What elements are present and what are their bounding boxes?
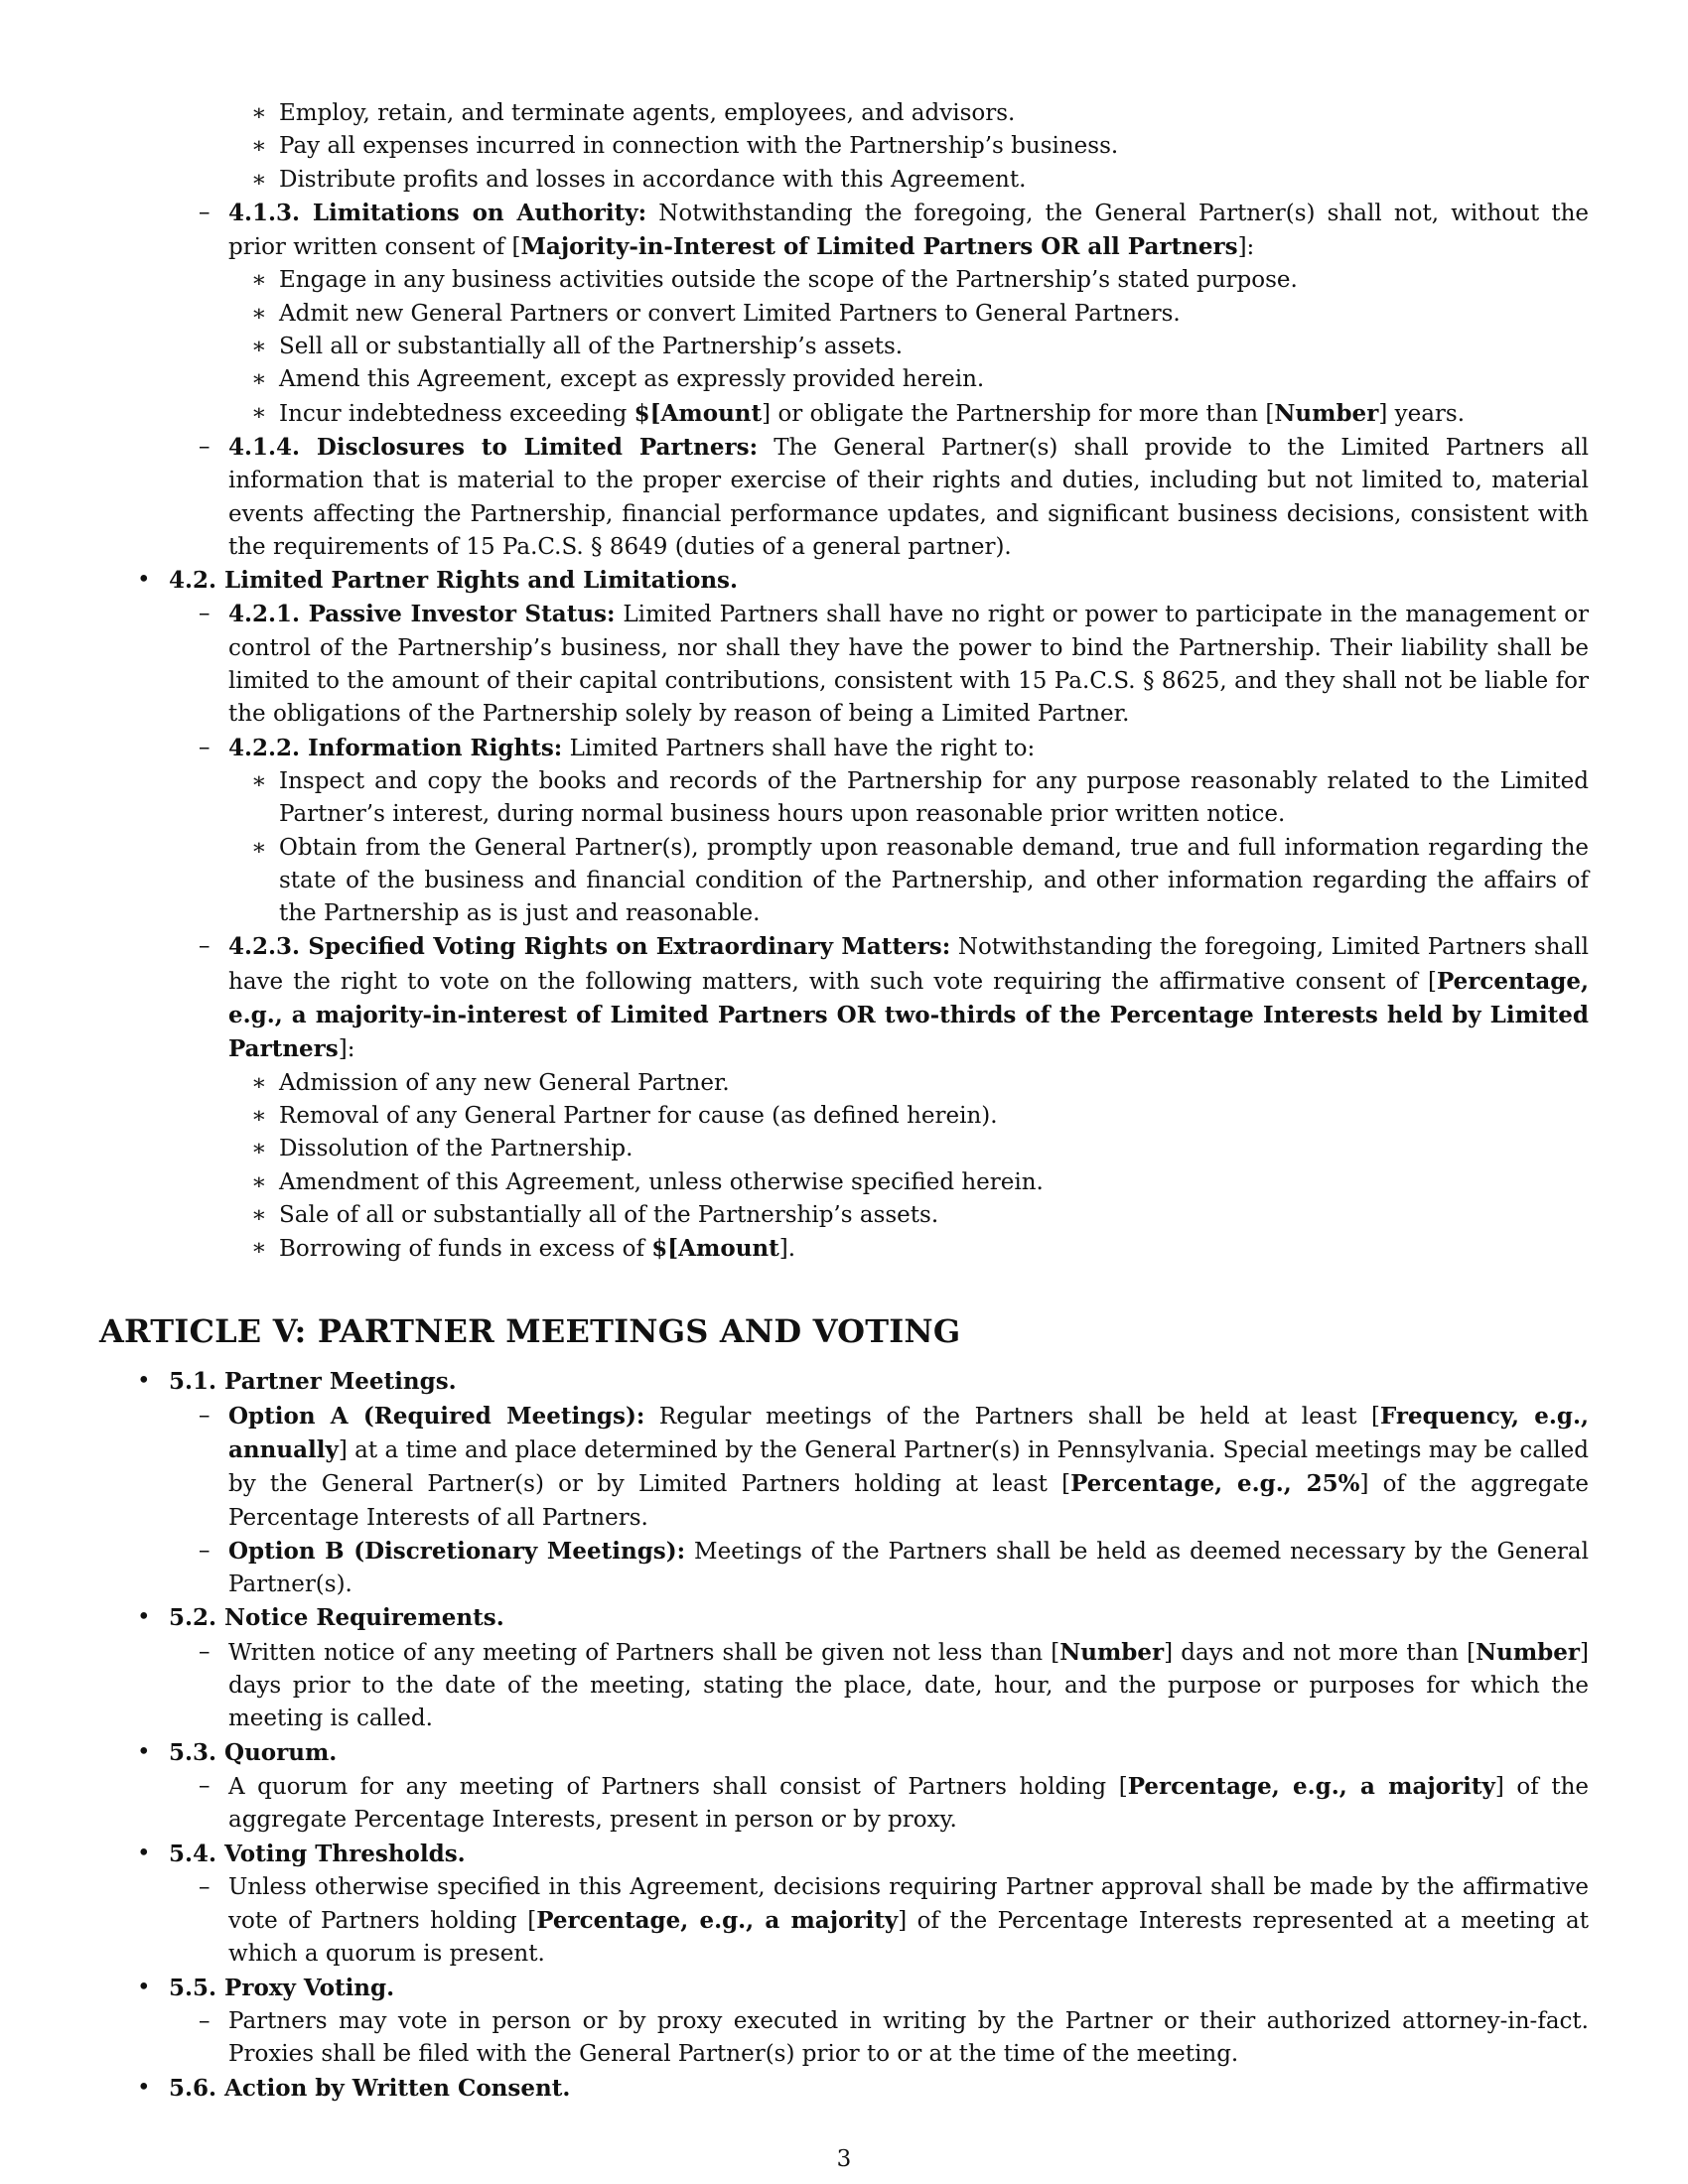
bullet-icon: • xyxy=(137,1974,151,2000)
bold-text: 5.6. Action by Written Consent. xyxy=(169,2074,571,2102)
subsection-item xyxy=(199,431,1589,564)
bold-text: 4.2.3. Specified Voting Rights on Extraordinary Matters: xyxy=(228,933,951,961)
body-text: Partners may vote in person or by proxy executed in writing by the Partner or their authorized attorney-in-fact. Proxies shall be filed with the General Partner(s) prior to or at the time of the meeting. xyxy=(228,2008,1589,2068)
body-text: Engage in any business activities outside the scope of the Partnership’s stated purpose. xyxy=(279,267,1298,294)
bullet-icon: • xyxy=(137,567,151,594)
subsection-item xyxy=(199,1636,1589,1736)
list-item xyxy=(251,1133,1589,1165)
body-text: Unless otherwise specified in this Agreement, decisions requiring Partner approval shall be made by the affirmative vote of Partners holding [ xyxy=(228,1873,1589,1935)
bold-text: Option B (Discretionary Meetings): xyxy=(228,1537,686,1565)
body-text: Employ, retain, and terminate agents, employees, and advisors. xyxy=(279,100,1016,126)
body-text: Notwithstanding the foregoing, Limited Partners shall have the right to vote on the following matters, with such vote requiring the affirmative consent of [ xyxy=(228,934,1589,995)
asterisk-icon: ∗ xyxy=(251,267,267,294)
dash-icon: – xyxy=(199,1873,211,1900)
body-text: ] days prior to the date of the meeting, stating the place, date, hour, and the purpose or purposes for which the meeting is called. xyxy=(228,1639,1589,1732)
subsection-item xyxy=(199,1770,1589,1838)
dash-icon: – xyxy=(199,933,211,960)
bold-text: 5.5. Proxy Voting. xyxy=(169,1974,395,2001)
bold-text: 4.2.2. Information Rights: xyxy=(228,734,563,761)
bold-text: Percentage, e.g., a majority xyxy=(1127,1772,1495,1800)
body-text: Amend this Agreement, except as expressly provided herein. xyxy=(279,366,985,393)
bold-text: Frequency, e.g., annually xyxy=(228,1402,1589,1463)
dash-icon: – xyxy=(199,433,211,460)
bold-text: Percentage, e.g., a majority-in-interest of Limited Partners OR two-thirds of the Percentage Interests held by Limited Partners xyxy=(228,967,1589,1063)
bold-text: 5.4. Voting Thresholds. xyxy=(169,1840,466,1867)
asterisk-icon: ∗ xyxy=(251,166,267,193)
body-text: Dissolution of the Partnership. xyxy=(279,1136,633,1162)
body-text: Limited Partners shall have the right to: xyxy=(562,735,1036,761)
body-text: Borrowing of funds in excess of xyxy=(279,1236,652,1263)
bold-text: $[Amount xyxy=(633,399,763,427)
list-item xyxy=(251,97,1589,130)
list-item xyxy=(251,397,1589,431)
document-body xyxy=(99,97,1589,2106)
subsection-item xyxy=(199,732,1589,765)
bold-text: Percentage, e.g., a majority xyxy=(536,1907,899,1935)
asterisk-icon: ∗ xyxy=(251,1201,267,1228)
section-item xyxy=(137,2072,1589,2106)
list-item xyxy=(251,1232,1589,1266)
body-text: Admission of any new General Partner. xyxy=(279,1069,730,1096)
bold-text: 5.3. Quorum. xyxy=(169,1738,338,1766)
body-text: ] of the aggregate Percentage Interests of all Partners. xyxy=(228,1471,1590,1531)
bullet-icon: • xyxy=(137,1738,151,1765)
bold-text: 4.2.1. Passive Investor Status: xyxy=(228,601,616,628)
asterisk-icon: ∗ xyxy=(251,767,267,794)
body-text: Inspect and copy the books and records of the Partnership for any purpose reasonably related to the Limited Partner’s interest, during normal business hours upon reasonable prior written notice. xyxy=(279,767,1589,828)
subsection-item xyxy=(199,1400,1590,1535)
article-heading: ARTICLE V: PARTNER MEETINGS AND VOTING xyxy=(99,1312,961,1351)
asterisk-icon: ∗ xyxy=(251,1136,267,1162)
body-text: Sale of all or substantially all of the Partnership’s assets. xyxy=(279,1201,939,1228)
body-text: Meetings of the Partners shall be held as deemed necessary by the General Partner(s). xyxy=(228,1538,1589,1598)
asterisk-icon: ∗ xyxy=(251,334,267,360)
body-text: Admit new General Partners or convert Limited Partners to General Partners. xyxy=(279,300,1181,327)
section-item xyxy=(137,564,1589,598)
asterisk-icon: ∗ xyxy=(251,1168,267,1195)
bold-text: Majority-in-Interest of Limited Partners OR all Partners xyxy=(520,233,1238,261)
section-item xyxy=(137,1972,1589,2005)
asterisk-icon: ∗ xyxy=(251,1235,267,1262)
body-text: ] years. xyxy=(1378,400,1466,427)
asterisk-icon: ∗ xyxy=(251,300,267,327)
dash-icon: – xyxy=(199,734,211,760)
body-text: Limited Partners shall have no right or power to participate in the management or control of the Partnership’s business, nor shall they have the power to bind the Partnership. Their liability shall be limited to the amount of their capital contributions, consistent with 15 Pa.C.S. § 8625, and they shall not be liable for the obligations of the Partnership solely by reason of being a Limited Partner. xyxy=(228,602,1589,728)
body-text: ] of the Percentage Interests represented at a meeting at which a quorum is present. xyxy=(228,1908,1589,1968)
body-text: ] of the aggregate Percentage Interests, present in person or by proxy. xyxy=(228,1773,1589,1834)
dash-icon: – xyxy=(199,2008,211,2035)
body-text: A quorum for any meeting of Partners shall consist of Partners holding [ xyxy=(228,1773,1128,1800)
bold-text: 4.1.4. Disclosures to Limited Partners: xyxy=(228,433,759,461)
list-item xyxy=(251,331,1589,363)
body-text: Amendment of this Agreement, unless otherwise specified herein. xyxy=(279,1168,1044,1195)
dash-icon: – xyxy=(199,199,211,225)
body-text: ]. xyxy=(778,1236,796,1263)
bold-text: Option A (Required Meetings): xyxy=(228,1402,645,1430)
list-item xyxy=(251,832,1589,931)
asterisk-icon: ∗ xyxy=(251,1069,267,1096)
body-text: Pay all expenses incurred in connection with the Partnership’s business. xyxy=(279,133,1119,160)
list-item xyxy=(251,130,1589,163)
asterisk-icon: ∗ xyxy=(251,399,267,426)
list-item xyxy=(251,164,1589,197)
body-text: ] days and not more than [ xyxy=(1164,1639,1477,1666)
body-text: The General Partner(s) shall provide to the Limited Partners all information that is material to the proper exercise of their rights and duties, including but not limited to, material events affecting the Partnership, financial performance updates, and significant business decisions, consistent with the requirements of 15 Pa.C.S. § 8649 (duties of a general partner). xyxy=(228,434,1589,560)
body-text: Notwithstanding the foregoing, the General Partner(s) shall not, without the prior written consent of [ xyxy=(228,200,1589,261)
section-item xyxy=(137,1601,1589,1635)
asterisk-icon: ∗ xyxy=(251,366,267,393)
bullet-icon: • xyxy=(137,1368,151,1395)
dash-icon: – xyxy=(199,1638,211,1665)
list-item xyxy=(251,1067,1589,1100)
subsection-item xyxy=(199,930,1589,1066)
dash-icon: – xyxy=(199,1772,211,1799)
subsection-item xyxy=(199,598,1589,731)
asterisk-icon: ∗ xyxy=(251,834,267,861)
body-text: ] or obligate the Partnership for more than [ xyxy=(762,400,1275,427)
bold-text: Percentage, e.g., 25% xyxy=(1070,1470,1360,1498)
bold-text: $[Amount xyxy=(651,1235,779,1263)
bullet-icon: • xyxy=(137,1604,151,1631)
body-text: Distribute profits and losses in accordance with this Agreement. xyxy=(279,166,1027,193)
body-text: ] at a time and place determined by the General Partner(s) in Pennsylvania. Special meetings may be called by the General Partner(s) or by Limited Partners holding at least [ xyxy=(228,1436,1589,1498)
list-item xyxy=(251,765,1589,832)
section-item xyxy=(137,1838,1589,1871)
bold-text: 4.1.3. Limitations on Authority: xyxy=(228,199,647,226)
list-item xyxy=(251,363,1589,396)
page-number: 3 xyxy=(836,2146,852,2172)
bold-text: 5.2. Notice Requirements. xyxy=(169,1604,504,1632)
subsection-item xyxy=(199,1535,1589,1602)
asterisk-icon: ∗ xyxy=(251,1102,267,1129)
body-text: Incur indebtedness exceeding xyxy=(279,400,634,427)
body-text: Obtain from the General Partner(s), promptly upon reasonable demand, true and full information regarding the state of the business and financial condition of the Partnership, and other information regarding the affairs of the Partnership as is just and reasonable. xyxy=(279,834,1589,927)
list-item xyxy=(251,1100,1589,1133)
body-text: Regular meetings of the Partners shall be held at least [ xyxy=(644,1403,1380,1430)
body-text: Removal of any General Partner for cause (as defined herein). xyxy=(279,1102,998,1129)
bullet-icon: • xyxy=(137,2074,151,2101)
section-item xyxy=(137,1365,1589,1399)
list-item xyxy=(251,298,1589,331)
section-item xyxy=(137,1736,1589,1770)
body-text: ]: xyxy=(338,1036,355,1063)
bold-text: Number xyxy=(1274,399,1379,427)
body-text: Written notice of any meeting of Partners shall be given not less than [ xyxy=(228,1639,1060,1666)
subsection-item xyxy=(199,1871,1589,1972)
dash-icon: – xyxy=(199,1402,211,1429)
list-item xyxy=(251,1199,1589,1232)
asterisk-icon: ∗ xyxy=(251,133,267,160)
body-text: ]: xyxy=(1237,234,1255,261)
asterisk-icon: ∗ xyxy=(251,100,267,126)
dash-icon: – xyxy=(199,601,211,627)
bullet-icon: • xyxy=(137,1840,151,1866)
bold-text: 4.2. Limited Partner Rights and Limitations. xyxy=(169,567,739,595)
dash-icon: – xyxy=(199,1537,211,1564)
list-item xyxy=(251,1166,1589,1199)
subsection-item xyxy=(199,197,1589,265)
subsection-item xyxy=(199,2005,1589,2072)
bold-text: 5.1. Partner Meetings. xyxy=(169,1368,457,1396)
body-text: Sell all or substantially all of the Partnership’s assets. xyxy=(279,334,904,360)
list-item xyxy=(251,264,1589,297)
bold-text: Number xyxy=(1476,1638,1581,1666)
bold-text: Number xyxy=(1059,1638,1165,1666)
